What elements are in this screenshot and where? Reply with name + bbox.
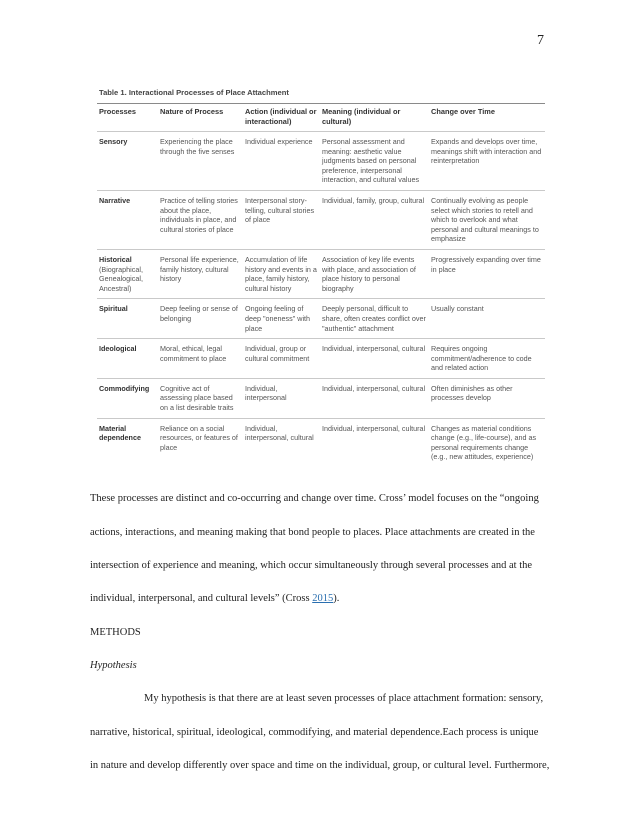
action-cell: Individual, interpersonal, cultural [243,418,320,467]
process-name-cell [97,378,158,418]
nature-cell: Moral, ethical, legal commitment to place [158,339,243,379]
place-attachment-table [97,88,545,467]
process-name: Sensory [99,137,128,146]
table-row [97,249,545,298]
column-header: Change over Time [431,107,495,116]
meaning-cell: Association of key life events with place, and association of place history to personal biography [320,249,429,298]
process-name: Narrative [99,195,131,205]
paragraph-line [90,593,339,604]
change-cell: Usually constant [429,299,545,339]
change-cell: Continually evolving as people select which stories to retell and which to overlook and what personal and cultural meanings to emphasize [429,190,545,249]
hypothesis-heading: Hypothesis [90,660,137,671]
paragraph-line: My hypothesis is that there are at least seven processes of place attachment formation: sensory, [144,693,544,704]
nature-cell: Practice of telling stories about the place, individuals in place, and cultural stories of place [158,190,243,249]
paragraph-line: intersection of experience and meaning, which occur simultaneously through several processes and at the [90,560,533,571]
table-header-row [97,104,545,132]
process-name: Material dependence [99,423,141,443]
action-cell: Individual experience [243,132,320,191]
process-name: Commodifying [99,383,150,393]
change-cell: Expands and develops over time, meanings shift with interaction and reinterpretation [429,132,545,191]
meaning-cell: Individual, interpersonal, cultural [320,339,429,379]
citation-year-link[interactable]: 2015 [312,593,334,604]
nature-cell: Cognitive act of assessing place based on a list desirable traits [158,378,243,418]
paragraph-line: actions, interactions, and meaning making that bond people to places. Place attachments are created in the [90,527,535,538]
process-subtitle: (Biographical, Genealogical, Ancestral) [99,264,143,293]
meaning-cell: Individual, interpersonal, cultural [320,378,429,418]
process-name-cell [97,249,158,298]
nature-cell: Personal life experience, family history, cultural history [158,249,243,298]
page-number: 7 [537,33,544,48]
paragraph-line: in nature and develop differently over space and time on the individual, group, or cultural level. Furthermore, [90,760,550,771]
nature-cell: Reliance on a social resources, or features of place [158,418,243,467]
table-row [97,378,545,418]
process-name-cell [97,418,158,467]
action-cell: Individual, group or cultural commitment [243,339,320,379]
process-name: Spiritual [99,304,128,314]
meaning-cell: Personal assessment and meaning: aesthetic value judgments based on personal preference, interpersonal interaction, and cultural values [320,132,429,191]
process-name-cell [97,339,158,379]
process-name-cell [97,299,158,339]
meaning-cell: Individual, family, group, cultural [320,190,429,249]
table-row [97,299,545,339]
table-row [97,339,545,379]
process-name: Historical [99,254,132,264]
change-cell: Progressively expanding over time in place [429,249,545,298]
column-header: Processes [99,107,136,116]
methods-heading: METHODS [90,627,141,638]
action-cell: Individual, interpersonal [243,378,320,418]
column-header: Nature of Process [160,107,224,116]
paragraph-line: These processes are distinct and co-occurring and change over time. Cross’ model focuses on the “ongoing [90,493,539,504]
action-cell: Ongoing feeling of deep "oneness" with place [243,299,320,339]
meaning-cell: Deeply personal, difficult to share, often creates conflict over "authentic" attachment [320,299,429,339]
table-row [97,418,545,467]
process-name-cell [97,132,158,191]
table-row [97,190,545,249]
table-title: Table 1. Interactional Processes of Place Attachment [99,88,289,97]
action-cell: Accumulation of life history and events in a place, family history, cultural history [243,249,320,298]
citation-close: ). [333,593,340,604]
column-header: Meaning (individual or cultural) [322,107,401,126]
process-name: Ideological [99,344,137,354]
action-cell: Interpersonal story-telling, cultural stories of place [243,190,320,249]
nature-cell: Experiencing the place through the five senses [158,132,243,191]
change-cell: Often diminishes as other processes develop [429,378,545,418]
meaning-cell: Individual, interpersonal, cultural [320,418,429,467]
change-cell: Changes as material conditions change (e.g., life-course), and as personal requirements change (e.g., new attitudes, experience) [429,418,545,467]
change-cell: Requires ongoing commitment/adherence to code and related action [429,339,545,379]
table-grid [97,104,545,467]
paragraph-line: narrative, historical, spiritual, ideological, commodifying, and material dependence.Each process is unique [90,727,539,738]
table-body [97,132,545,468]
column-header: Action (individual or interactional) [245,107,317,126]
table-row [97,132,545,191]
citation-text: individual, interpersonal, and cultural levels” (Cross [90,593,313,604]
nature-cell: Deep feeling or sense of belonging [158,299,243,339]
process-name-cell [97,190,158,249]
